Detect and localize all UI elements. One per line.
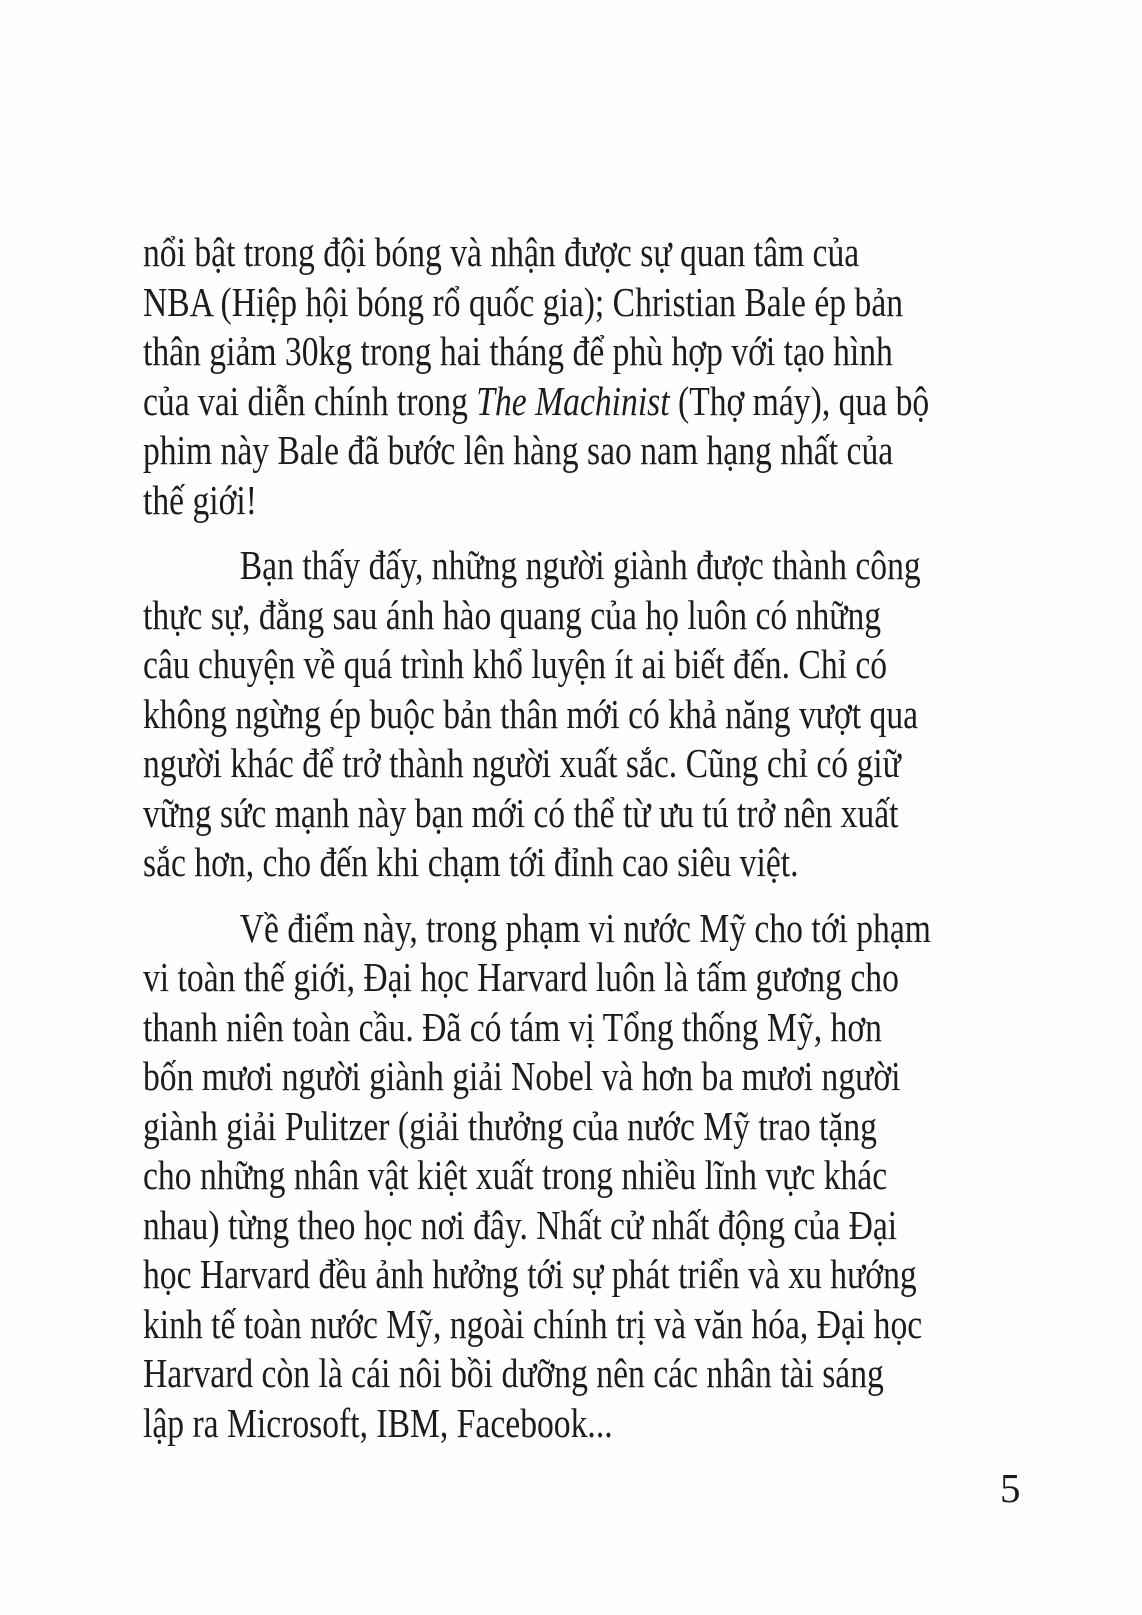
line-text bbox=[143, 378, 929, 424]
line-text: nhau) từng theo học nơi đây. Nhất cử nhất động của Đại bbox=[143, 1201, 898, 1248]
line-text: thế giới! bbox=[143, 476, 257, 523]
line-text: Bạn thấy đấy, những người giành được thành công bbox=[239, 542, 921, 588]
line-text: không ngừng ép buộc bản thân mới có khả năng vượt qua bbox=[143, 690, 919, 737]
line-text: thực sự, đằng sau ánh hào quang của họ luôn có những bbox=[143, 591, 882, 638]
line-text: câu chuyện về quá trình khổ luyện ít ai biết đến. Chỉ có bbox=[143, 641, 888, 687]
text-line bbox=[143, 1102, 1014, 1152]
line-text: phim này Bale đã bước lên hàng sao nam hạng nhất của bbox=[143, 427, 894, 473]
text-line bbox=[143, 1052, 1014, 1102]
line-text-segment: (Thợ máy), qua bộ bbox=[669, 377, 930, 424]
text-line bbox=[143, 1151, 1014, 1201]
text-line bbox=[143, 904, 1014, 954]
text-line bbox=[143, 541, 1014, 591]
paragraph-3 bbox=[143, 904, 1014, 1449]
text-line-with-title bbox=[143, 377, 1014, 427]
text-line bbox=[143, 426, 1014, 476]
text-line bbox=[143, 476, 1014, 526]
movie-title-italic: The Machinist bbox=[476, 377, 670, 424]
text-line bbox=[143, 739, 1014, 789]
line-text-segment: của vai diễn chính trong bbox=[143, 377, 477, 424]
line-text: sắc hơn, cho đến khi chạm tới đỉnh cao siêu việt. bbox=[143, 839, 799, 885]
line-text: kinh tế toàn nước Mỹ, ngoài chính trị và văn hóa, Đại học bbox=[143, 1300, 923, 1347]
line-text: cho những nhân vật kiệt xuất trong nhiều lĩnh vực khác bbox=[143, 1152, 888, 1198]
paragraph-1 bbox=[143, 228, 1014, 525]
line-text: NBA (Hiệp hội bóng rổ quốc gia); Christian Bale ép bản bbox=[143, 278, 904, 325]
text-line bbox=[143, 953, 1014, 1003]
line-text: giành giải Pulitzer (giải thưởng của nước Mỹ trao tặng bbox=[143, 1102, 877, 1149]
text-line bbox=[143, 640, 1014, 690]
line-text: người khác để trở thành người xuất sắc. Cũng chỉ có giữ bbox=[143, 740, 901, 786]
text-line bbox=[143, 690, 1014, 740]
line-text: vi toàn thế giới, Đại học Harvard luôn là tấm gương cho bbox=[143, 954, 899, 1000]
line-text: Harvard còn là cái nôi bồi dưỡng nên các nhân tài sáng bbox=[143, 1350, 884, 1396]
text-line bbox=[143, 1201, 1014, 1251]
line-text: bốn mươi người giành giải Nobel và hơn ba mươi người bbox=[143, 1053, 901, 1099]
line-text: lập ra Microsoft, IBM, Facebook... bbox=[143, 1399, 613, 1446]
text-line bbox=[143, 1250, 1014, 1300]
line-text: học Harvard đều ảnh hưởng tới sự phát triển và xu hướng bbox=[143, 1251, 917, 1297]
text-line bbox=[143, 327, 1014, 377]
text-line bbox=[143, 228, 1014, 278]
line-text: thân giảm 30kg trong hai tháng để phù hợp với tạo hình bbox=[143, 328, 893, 374]
line-text: thanh niên toàn cầu. Đã có tám vị Tổng thống Mỹ, hơn bbox=[143, 1003, 882, 1050]
body-text-column bbox=[143, 228, 1014, 1448]
line-text: nổi bật trong đội bóng và nhận được sự quan tâm của bbox=[143, 229, 860, 275]
text-line bbox=[143, 1349, 1014, 1399]
text-line bbox=[143, 789, 1014, 839]
text-line bbox=[143, 278, 1014, 328]
text-line bbox=[143, 1300, 1014, 1350]
text-line bbox=[143, 1399, 1014, 1449]
line-text: vững sức mạnh này bạn mới có thể từ ưu tú trở nên xuất bbox=[143, 789, 899, 836]
page-number: 5 bbox=[1000, 1465, 1021, 1511]
paragraph-2 bbox=[143, 541, 1014, 888]
line-text: Về điểm này, trong phạm vi nước Mỹ cho tới phạm bbox=[239, 904, 931, 951]
text-line bbox=[143, 591, 1014, 641]
text-line bbox=[143, 1003, 1014, 1053]
text-line bbox=[143, 838, 1014, 888]
